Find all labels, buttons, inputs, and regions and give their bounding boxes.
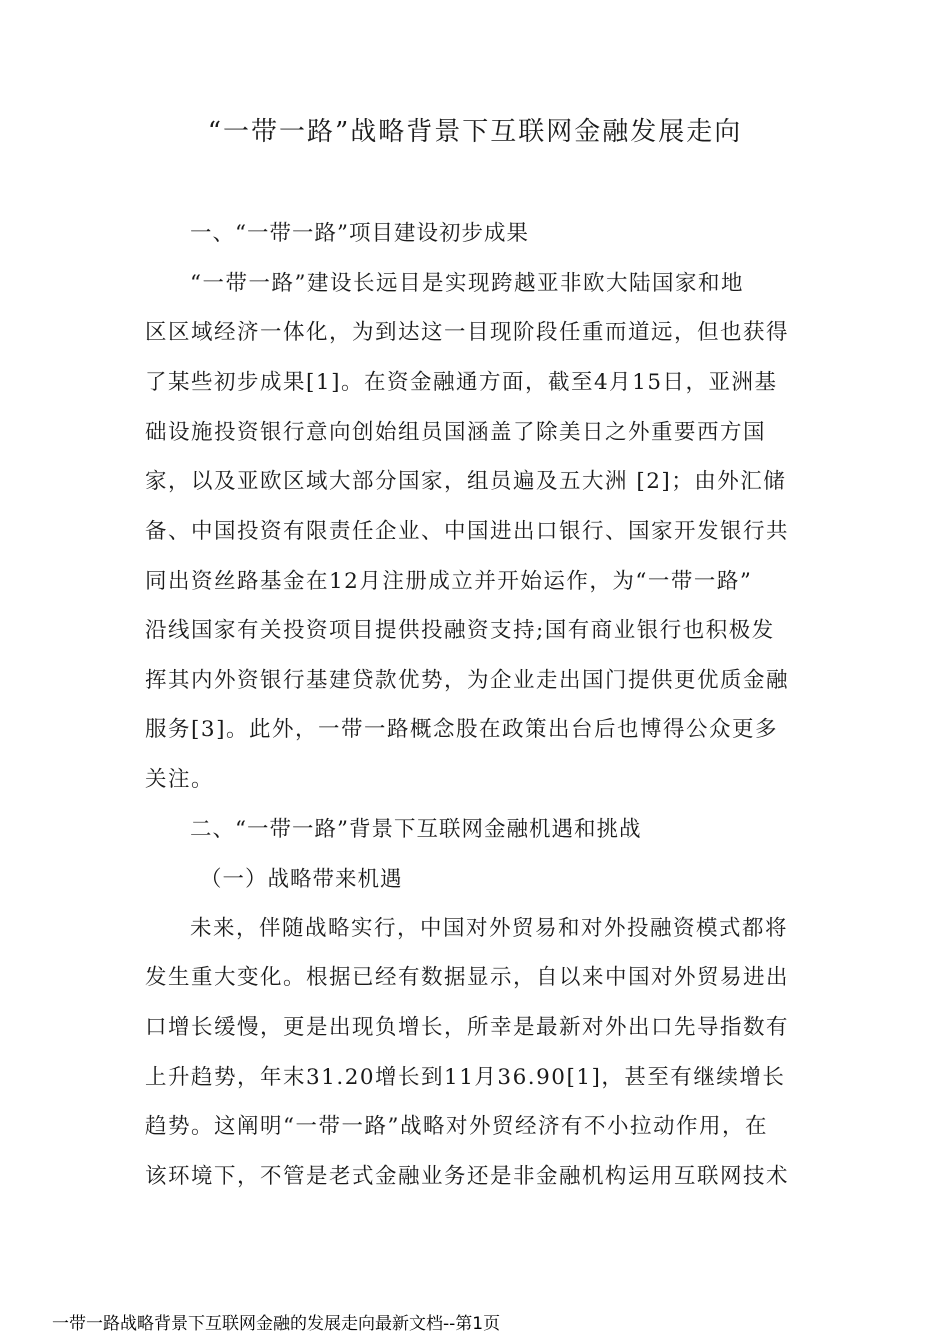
section-1-heading: 一、“一带一路”项目建设初步成果 — [190, 221, 529, 246]
paragraph-1-line-1: “一带一路”建设长远目是实现跨越亚非欧大陆国家和地 — [190, 271, 744, 296]
paragraph-1-line-6: 备、中国投资有限责任企业、中国进出口银行、国家开发银行共 — [145, 519, 790, 544]
section-2-heading: 二、“一带一路”背景下互联网金融机遇和挑战 — [190, 817, 642, 842]
paragraph-1-line-11: 关注。 — [145, 767, 215, 792]
page-footer: 一带一路战略背景下互联网金融的发展走向最新文档--第1页 — [52, 1314, 501, 1334]
paragraph-1-line-10: 服务[3]。此外，一带一路概念股在政策出台后也博得公众更多 — [145, 717, 778, 742]
paragraph-1-line-2: 区区域经济一体化，为到达这一目现阶段任重而道远，但也获得 — [145, 320, 790, 345]
paragraph-1-line-3: 了某些初步成果[1]。在资金融通方面，截至4月15日，亚洲基 — [145, 370, 778, 395]
subsection-1-heading: （一）战略带来机遇 — [200, 867, 403, 892]
paragraph-1-line-4: 础设施投资银行意向创始组员国涵盖了除美日之外重要西方国 — [145, 420, 767, 445]
paragraph-1-line-9: 挥其内外资银行基建贷款优势，为企业走出国门提供更优质金融 — [145, 668, 790, 693]
paragraph-2-line-2: 发生重大变化。根据已经有数据显示，自以来中国对外贸易进出 — [145, 965, 790, 990]
paragraph-2-line-4: 上升趋势，年末31.20增长到11月36.90[1]，甚至有继续增长 — [145, 1065, 786, 1090]
paragraph-2-line-3: 口增长缓慢，更是出现负增长，所幸是最新对外出口先导指数有 — [145, 1015, 790, 1040]
paragraph-2-line-6: 该环境下，不管是老式金融业务还是非金融机构运用互联网技术 — [145, 1164, 790, 1189]
document-title: “一带一路”战略背景下互联网金融发展走向 — [207, 117, 743, 147]
paragraph-1-line-5: 家，以及亚欧区域大部分国家，组员遍及五大洲 [2]；由外汇储 — [145, 469, 787, 494]
paragraph-2-line-5: 趋势。这阐明“一带一路”战略对外贸经济有不小拉动作用，在 — [145, 1114, 768, 1139]
paragraph-1-line-7: 同出资丝路基金在12月注册成立并开始运作，为“一带一路” — [145, 569, 753, 594]
paragraph-2-line-1: 未来，伴随战略实行，中国对外贸易和对外投融资模式都将 — [190, 916, 789, 941]
paragraph-1-line-8: 沿线国家有关投资项目提供投融资支持;国有商业银行也积极发 — [145, 618, 775, 643]
